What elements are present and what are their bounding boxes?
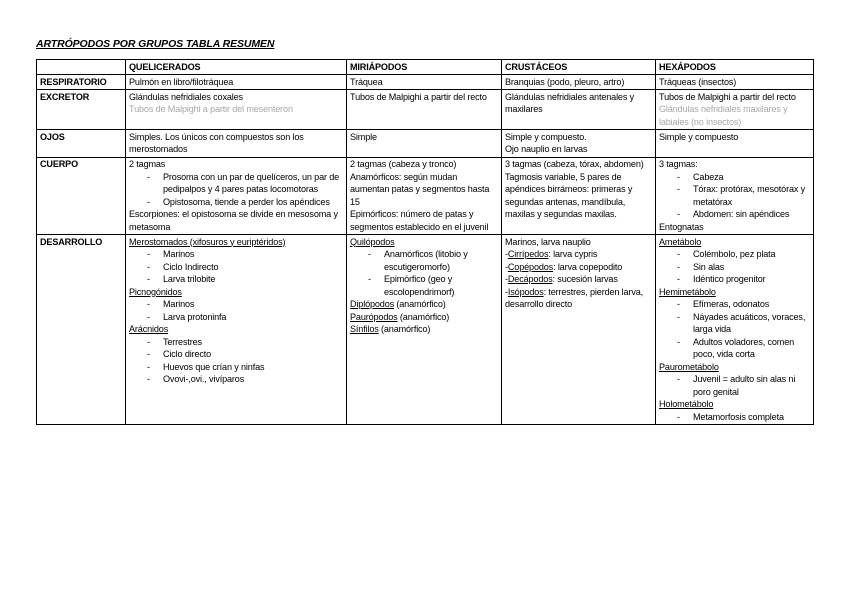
cell-text: Anamórficos: según mudan aumentan patas y segmentos hasta 15 bbox=[350, 171, 490, 207]
bullet-list bbox=[129, 248, 343, 286]
group-note: : larva copepodito bbox=[553, 261, 623, 272]
group-heading: Merostomados (xifosuros y euriptéridos) bbox=[129, 236, 286, 247]
header-row bbox=[37, 60, 814, 75]
cell-text: -Isópodos: terrestres, pierden larva, desarrollo directo bbox=[505, 286, 644, 309]
cell-miriapodos bbox=[347, 157, 502, 235]
list-item: - Ciclo directo bbox=[163, 348, 343, 361]
cell-hexapodos: Tráqueas (insectos) bbox=[656, 75, 814, 90]
group-note: : sucesión larvas bbox=[552, 274, 618, 284]
cell-text bbox=[350, 298, 498, 311]
cell-text: Glándulas nefridiales coxales bbox=[129, 91, 243, 102]
group-note: : terrestres, pierden larva, desarrollo directo bbox=[505, 286, 644, 309]
row-label: DESARROLLO bbox=[37, 235, 126, 425]
list-item: - Adultos voladores, comen poco, vida corta bbox=[693, 336, 810, 361]
cell-text: Epimórficos: número de patas y segmentos establecido en el juvenil bbox=[350, 209, 489, 232]
list-item: - Idéntico progenitor bbox=[693, 273, 810, 286]
cell-miriapodos bbox=[347, 235, 502, 425]
cell-quelicerados bbox=[126, 235, 347, 425]
bullet-list bbox=[659, 373, 810, 398]
group-heading: Arácnidos bbox=[129, 324, 169, 334]
group-note: (anamórfico) bbox=[378, 324, 431, 334]
cell-text: -Decápodos: sucesión larvas bbox=[505, 274, 618, 284]
group-name: Decápodos bbox=[507, 274, 553, 284]
cell-miriapodos: Simple bbox=[347, 130, 502, 158]
bullet-list bbox=[659, 248, 810, 286]
row-label: OJOS bbox=[37, 130, 126, 158]
row-respiratorio bbox=[37, 75, 814, 90]
header-miriapodos: MIRIÁPODOS bbox=[347, 60, 502, 75]
cell-text: -Cirrípedos: larva cypris bbox=[505, 249, 598, 259]
cell-miriapodos: Tráquea bbox=[347, 75, 502, 90]
row-cuerpo bbox=[37, 157, 814, 235]
group-heading: Quilópodos bbox=[350, 236, 395, 247]
list-item: - Anamórficos (litobio y escutigeromorfo) bbox=[384, 248, 498, 273]
cell-crustaceos bbox=[502, 235, 656, 425]
cell-quelicerados: Simples. Los únicos con compuestos son los merostomados bbox=[126, 130, 347, 158]
cell-text: Marinos, larva nauplio bbox=[505, 236, 591, 247]
cell-text: -Copépodos: larva copepodito bbox=[505, 261, 623, 272]
bullet-list bbox=[129, 171, 343, 209]
cell-crustaceos: Branquias (podo, pleuro, artro) bbox=[502, 75, 656, 90]
cell-text bbox=[350, 323, 498, 336]
cell-text-grey: Tubos de Malpighi a partir del mesenteron bbox=[129, 104, 293, 114]
cell-hexapodos: Simple y compuesto bbox=[656, 130, 814, 158]
group-heading: Picnogónidos bbox=[129, 286, 182, 297]
group-heading: Holometábolo bbox=[659, 399, 714, 409]
cell-text: 2 tagmas bbox=[129, 159, 166, 169]
cell-text: Entognatas bbox=[659, 221, 704, 232]
list-item: - Tórax: protórax, mesotórax y metatórax bbox=[693, 183, 810, 208]
cell-text: Simple y compuesto. bbox=[505, 131, 587, 142]
cell-text: Tubos de Malpighi a partir del recto bbox=[659, 91, 796, 102]
group-name: Isópodos bbox=[507, 286, 544, 297]
group-name: Cirrípedos bbox=[507, 249, 549, 259]
row-label: EXCRETOR bbox=[37, 90, 126, 130]
list-item: - Ciclo Indirecto bbox=[163, 261, 343, 274]
cell-text: Escorpiones: el opistosoma se divide en mesosoma y metasoma bbox=[129, 209, 338, 232]
row-excretor bbox=[37, 90, 814, 130]
group-heading: Paurometábolo bbox=[659, 361, 719, 372]
list-item: - Abdomen: sin apéndices bbox=[693, 208, 810, 221]
row-label: RESPIRATORIO bbox=[37, 75, 126, 90]
list-item: - Terrestres bbox=[163, 336, 343, 349]
cell-crustaceos: Glándulas nefridiales antenales y maxilares bbox=[502, 90, 656, 130]
list-item: - Larva trilobite bbox=[163, 273, 343, 286]
row-desarrollo bbox=[37, 235, 814, 425]
list-item: - Cabeza bbox=[693, 171, 810, 184]
cell-crustaceos bbox=[502, 130, 656, 158]
list-item: - Opistosoma, tiende a perder los apéndices bbox=[163, 196, 343, 209]
bullet-list bbox=[659, 411, 810, 424]
header-crustaceos: CRUSTÁCEOS bbox=[502, 60, 656, 75]
list-item: - Colémbolo, pez plata bbox=[693, 248, 810, 261]
list-item: - Metamorfosis completa bbox=[693, 411, 810, 424]
cell-quelicerados bbox=[126, 90, 347, 130]
list-item: - Ovovi-,ovi., vivíparos bbox=[163, 373, 343, 386]
cell-text-grey: Glándulas nefridiales maxilares y labiales (no insectos) bbox=[659, 104, 788, 127]
cell-quelicerados: Pulmón en libro/filotráquea bbox=[126, 75, 347, 90]
cell-text: 2 tagmas (cabeza y tronco) bbox=[350, 159, 457, 169]
cell-hexapodos bbox=[656, 157, 814, 235]
group-name: Paurópodos bbox=[350, 311, 398, 322]
cell-hexapodos bbox=[656, 90, 814, 130]
header-quelicerados: QUELICERADOS bbox=[126, 60, 347, 75]
list-item: - Prosoma con un par de quelíceros, un par de pedipalpos y 4 pares patas locomotoras bbox=[163, 171, 343, 196]
list-item: - Huevos que crían y ninfas bbox=[163, 361, 343, 374]
group-note: : larva cypris bbox=[548, 249, 598, 259]
bullet-list bbox=[659, 298, 810, 361]
cell-text: 3 tagmas (cabeza, tórax, abdomen) bbox=[505, 159, 644, 169]
cell-hexapodos bbox=[656, 235, 814, 425]
list-item: - Sin alas bbox=[693, 261, 810, 274]
bullet-list bbox=[350, 248, 498, 298]
cell-text bbox=[350, 311, 498, 324]
list-item: - Juvenil = adulto sin alas ni poro genital bbox=[693, 373, 810, 398]
cell-text: Tagmosis variable, 5 pares de apéndices birrámeos: primeras y segundas antenas, mandíbula, maxilas y segundas maxilas. bbox=[505, 171, 633, 219]
cell-text: Ojo nauplio en larvas bbox=[505, 144, 588, 154]
document-title: ARTRÓPODOS POR GRUPOS TABLA RESUMEN bbox=[36, 38, 275, 50]
row-label: CUERPO bbox=[37, 157, 126, 235]
group-name: Diplópodos bbox=[350, 299, 394, 309]
group-name: Copépodos bbox=[507, 261, 554, 272]
header-empty bbox=[37, 60, 126, 75]
row-ojos bbox=[37, 130, 814, 158]
group-note: (anamórfico) bbox=[397, 311, 450, 322]
list-item: - Marinos bbox=[163, 248, 343, 261]
cell-quelicerados bbox=[126, 157, 347, 235]
cell-crustaceos bbox=[502, 157, 656, 235]
cell-text: 3 tagmas: bbox=[659, 159, 698, 169]
bullet-list bbox=[129, 336, 343, 386]
cell-miriapodos: Tubos de Malpighi a partir del recto bbox=[347, 90, 502, 130]
group-note: (anamórfico) bbox=[394, 299, 446, 309]
list-item: - Náyades acuáticos, voraces, larga vida bbox=[693, 311, 810, 336]
group-heading: Ametábolo bbox=[659, 236, 702, 247]
group-heading: Hemimetábolo bbox=[659, 286, 716, 297]
list-item: - Marinos bbox=[163, 298, 343, 311]
list-item: - Epimórfico (geo y escolopendrimorf) bbox=[384, 273, 498, 298]
list-item: - Larva protoninfa bbox=[163, 311, 343, 324]
bullet-list bbox=[659, 171, 810, 221]
list-item: - Efímeras, odonatos bbox=[693, 298, 810, 311]
summary-table bbox=[36, 59, 814, 425]
header-hexapodos: HEXÁPODOS bbox=[656, 60, 814, 75]
group-name: Sínfilos bbox=[350, 324, 379, 334]
bullet-list bbox=[129, 298, 343, 323]
